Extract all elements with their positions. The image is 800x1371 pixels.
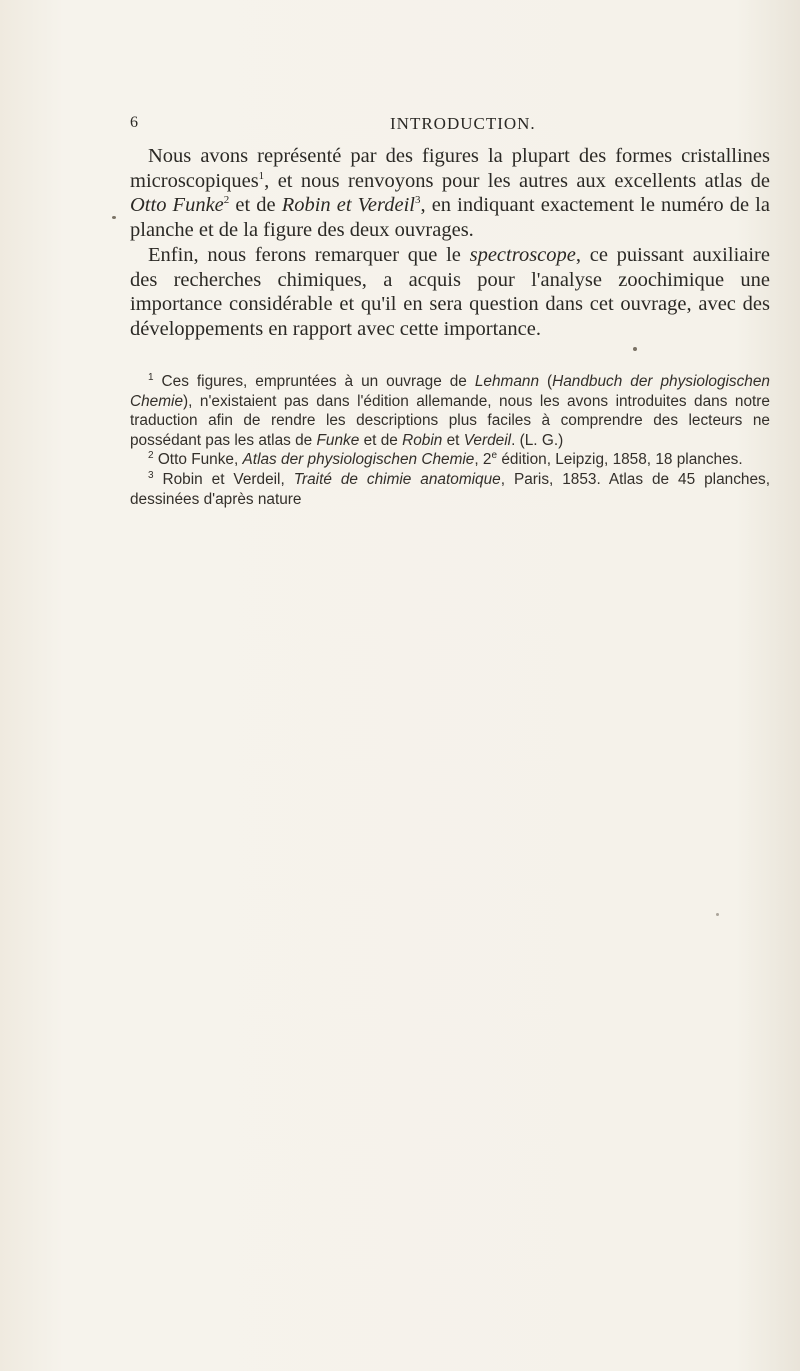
page-number: 6 xyxy=(130,114,139,131)
footnote-1-text-3: ), n'existaient pas dans l'édition allemande, nous les avons introduites dans notre traduction afin de rendre les descriptions plus faciles à comprendre des lecteurs ne possédant pas les atlas de xyxy=(130,392,770,449)
footnote-2-text-2: , 2 xyxy=(474,451,492,469)
paragraph-1 xyxy=(130,144,770,243)
paragraph-2 xyxy=(130,243,770,342)
footnote-2-marker: 2 xyxy=(148,450,154,462)
footnote-2-edition-sup: e xyxy=(491,450,498,462)
spectroscope-term: spectroscope xyxy=(469,243,576,266)
footnote-3-text-1: Robin et Verdeil, xyxy=(153,470,294,488)
footnote-1-text-2: ( xyxy=(539,373,553,390)
paragraph-2-text-2: , ce puissant auxiliaire des recherches chimiques, a acquis pour l'analyse zoochimique une importance considérable et qu'il en sera question dans cet ouvrage, avec des développements en rapport avec cette importance. xyxy=(130,243,770,340)
ink-speck-2 xyxy=(112,216,116,219)
running-head-title: INTRODUCTION. xyxy=(390,114,536,133)
paragraph-1-text-3: et de xyxy=(229,194,282,217)
footnote-ref-1: 1 xyxy=(258,169,265,182)
footnote-3-traite: Traité de chimie anatomique xyxy=(293,470,501,488)
footnote-1-lehmann: Lehmann xyxy=(474,373,540,390)
footnote-1-text-1: Ces figures, empruntées à un ouvrage de xyxy=(153,373,475,390)
footnote-1-handbuch: Handbuch der physiologischen Chemie xyxy=(130,373,770,410)
paragraph-1-text-2: , et nous renvoyons pour les autres aux excellents atlas de xyxy=(264,169,770,192)
paragraph-2-text-1: Enfin, nous ferons remarquer que le xyxy=(148,243,470,266)
footnote-1-verdeil: Verdeil xyxy=(463,431,512,449)
footnote-1-robin: Robin xyxy=(402,431,443,449)
footnote-ref-2: 2 xyxy=(223,194,230,207)
footnote-1-text-6: . (L. G.) xyxy=(511,431,564,449)
robin-verdeil-name: Robin et Verdeil xyxy=(281,194,415,217)
footnote-2-atlas: Atlas der physiologischen Chemie xyxy=(242,451,475,469)
footnote-3-marker: 3 xyxy=(148,469,154,481)
footnote-2-text-1: Otto Funke, xyxy=(153,451,243,469)
footnote-2 xyxy=(130,450,770,470)
footnotes xyxy=(130,372,770,509)
footnote-ref-3: 3 xyxy=(414,194,421,207)
footnote-1-text-5: et xyxy=(442,431,464,449)
footnote-1-marker: 1 xyxy=(148,371,154,383)
ink-speck-1 xyxy=(633,347,637,351)
paragraph-1-text-4: , en indiquant exactement le numéro de la planche et de la figure des deux ouvrages. xyxy=(130,194,770,242)
footnote-3 xyxy=(130,470,770,509)
ink-speck-3 xyxy=(716,913,719,916)
footnote-1-text-4: et de xyxy=(359,431,403,449)
footnote-2-text-3: édition, Leipzig, 1858, 18 planches. xyxy=(497,451,743,469)
main-text xyxy=(130,144,770,342)
funke-name: Otto Funke xyxy=(130,194,224,217)
paragraph-1-text-1: Nous avons représenté par des figures la plupart des formes cristallines microscopiques xyxy=(130,145,770,192)
footnote-3-text-2: , Paris, 1853. Atlas de 45 planches, dessinées d'après nature xyxy=(130,470,770,508)
footnote-1-funke: Funke xyxy=(316,431,360,449)
footnote-1 xyxy=(130,372,770,450)
running-head xyxy=(130,114,770,138)
